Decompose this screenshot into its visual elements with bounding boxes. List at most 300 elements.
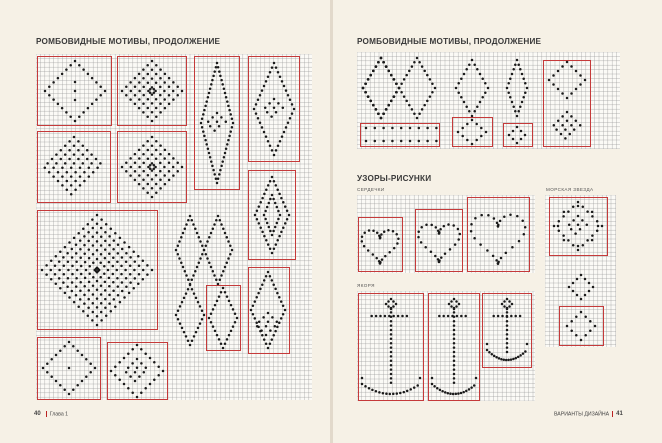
stitch-dot — [457, 228, 460, 231]
stitch-dot — [159, 86, 162, 89]
stitch-dot — [217, 66, 220, 69]
stitch-dot — [185, 335, 188, 338]
stitch-dot — [70, 193, 73, 196]
stitch-dot — [228, 300, 231, 303]
stitch-dot — [100, 236, 103, 239]
stitch-dot — [390, 308, 393, 311]
stitch-dot — [367, 95, 370, 98]
stitch-dot — [263, 85, 266, 88]
stitch-dot — [274, 202, 277, 205]
stitch-dot — [69, 64, 72, 67]
stitch-dot — [572, 206, 575, 209]
stitch-dot — [175, 314, 178, 317]
stitch-dot — [492, 255, 495, 258]
stitch-dot — [172, 166, 175, 169]
stitch-dot — [117, 294, 120, 297]
stitch-dot — [281, 80, 284, 83]
stitch-dot — [566, 111, 569, 114]
stitch-dot — [397, 237, 400, 240]
stitch-dot — [138, 81, 141, 84]
stitch-dot — [465, 390, 468, 393]
stitch-dot — [524, 82, 527, 85]
stitch-dot — [569, 133, 572, 136]
stitch-dot — [575, 120, 578, 123]
stitch-dot — [107, 269, 110, 272]
stitch-dot — [90, 153, 93, 156]
stitch-dot — [209, 87, 212, 90]
stitch-dot — [447, 392, 450, 395]
stitch-dot — [413, 112, 416, 115]
stitch-dot — [201, 309, 204, 312]
stitch-dot — [267, 140, 270, 143]
stitch-dot — [561, 124, 564, 127]
stitch-dot — [227, 257, 230, 260]
star-label: МОРСКАЯ ЗВЕЗДА — [546, 187, 594, 192]
stitch-dot — [64, 153, 67, 156]
stitch-dot — [180, 236, 183, 239]
stitch-dot — [172, 157, 175, 160]
stitch-dot — [390, 355, 393, 358]
stitch-dot — [269, 71, 272, 74]
stitch-dot — [127, 387, 130, 390]
stitch-dot — [62, 256, 65, 259]
stitch-dot — [215, 279, 218, 282]
stitch-dot — [453, 329, 456, 332]
stitch-dot — [46, 362, 49, 365]
stitch-dot — [207, 147, 210, 150]
stitch-dot — [108, 277, 111, 280]
stitch-dot — [273, 180, 276, 183]
stitch-dot — [210, 83, 213, 86]
stitch-dot — [390, 382, 393, 385]
stitch-dot — [387, 300, 390, 303]
stitch-dot — [95, 158, 98, 161]
stitch-dot — [88, 265, 91, 268]
stitch-dot — [134, 162, 137, 165]
stitch-dot — [264, 218, 267, 221]
stitch-dot — [375, 315, 378, 318]
stitch-dot — [584, 278, 587, 281]
stitch-dot — [96, 231, 99, 234]
stitch-dot — [62, 281, 65, 284]
stitch-dot — [130, 166, 133, 169]
stitch-dot — [81, 380, 84, 383]
stitch-dot — [269, 180, 272, 183]
stitch-dot — [217, 215, 220, 218]
stitch-dot — [277, 145, 280, 148]
stitch-dot — [390, 311, 393, 314]
stitch-dot — [48, 94, 51, 97]
stitch-dot — [224, 266, 227, 269]
stitch-dot — [138, 265, 141, 268]
stitch-dot — [146, 64, 149, 67]
stitch-dot — [512, 138, 515, 141]
stitch-dot — [514, 110, 517, 113]
right-folio — [554, 411, 625, 417]
stitch-dot — [218, 338, 221, 341]
stitch-dot — [134, 86, 137, 89]
stitch-dot — [521, 73, 524, 76]
stitch-dot — [144, 387, 147, 390]
stitch-dot — [503, 358, 506, 361]
stitch-dot — [506, 311, 509, 314]
stitch-dot — [192, 223, 195, 226]
stitch-dot — [390, 338, 393, 341]
stitch-dot — [417, 230, 420, 233]
stitch-dot — [524, 350, 527, 353]
stitch-dot — [272, 198, 275, 201]
stitch-dot — [575, 88, 578, 91]
stitch-dot — [434, 255, 437, 258]
stitch-dot — [55, 380, 58, 383]
stitch-dot — [272, 230, 275, 233]
stitch-dot — [552, 74, 555, 77]
stitch-dot — [96, 240, 99, 243]
stitch-dot — [361, 383, 364, 386]
stitch-dot — [269, 329, 272, 332]
stitch-dot — [85, 358, 88, 361]
stitch-dot — [475, 123, 478, 126]
stitch-dot — [277, 102, 280, 105]
stitch-dot — [256, 325, 259, 328]
stitch-dot — [226, 236, 229, 239]
stitch-dot — [83, 252, 86, 255]
stitch-dot — [88, 248, 91, 251]
stitch-dot — [144, 352, 147, 355]
stitch-dot — [50, 358, 53, 361]
stitch-dot — [75, 294, 78, 297]
stitch-dot — [222, 270, 225, 273]
stitch-dot — [193, 335, 196, 338]
stitch-dot — [480, 127, 483, 130]
stitch-dot — [184, 270, 187, 273]
stitch-dot — [465, 68, 468, 71]
stitch-dot — [512, 68, 515, 71]
stitch-dot — [66, 180, 69, 183]
stitch-dot — [104, 289, 107, 292]
stitch-dot — [175, 249, 178, 252]
stitch-dot — [396, 242, 399, 245]
stitch-dot — [142, 170, 145, 173]
stitch-dot — [212, 228, 215, 231]
stitch-dot — [517, 356, 520, 359]
stitch-dot — [418, 112, 421, 115]
stitch-dot — [45, 264, 48, 267]
stitch-dot — [597, 225, 600, 228]
stitch-dot — [431, 91, 434, 94]
stitch-dot — [114, 305, 117, 308]
stitch-dot — [460, 392, 463, 395]
stitch-dot — [155, 157, 158, 160]
stitch-dot — [487, 87, 490, 90]
stitch-dot — [375, 108, 378, 111]
stitch-dot — [413, 386, 416, 389]
stitch-dot — [194, 228, 197, 231]
stitch-dot — [50, 278, 53, 281]
stitch-dot — [570, 329, 573, 332]
stitch-dot — [87, 307, 90, 310]
stitch-dot — [181, 166, 184, 169]
stitch-dot — [85, 269, 88, 272]
stitch-dot — [282, 201, 285, 204]
stitch-dot — [73, 162, 76, 165]
stitch-dot — [458, 303, 461, 306]
stitch-dot — [278, 235, 281, 238]
stitch-dot — [450, 305, 453, 308]
stitch-dot — [451, 315, 454, 318]
stitch-dot — [85, 375, 88, 378]
stitch-dot — [457, 131, 460, 134]
stitch-dot — [390, 360, 393, 363]
stitch-dot — [526, 87, 529, 90]
stitch-dot — [58, 260, 61, 263]
stitch-dot — [283, 85, 286, 88]
stitch-dot — [83, 294, 86, 297]
stitch-dot — [77, 232, 80, 235]
stitch-dot — [423, 104, 426, 107]
stitch-dot — [363, 245, 366, 248]
stitch-dot — [113, 239, 116, 242]
stitch-dot — [59, 250, 62, 253]
stitch-dot — [127, 367, 130, 370]
stitch-dot — [202, 113, 205, 116]
stitch-dot — [514, 315, 517, 318]
stitch-dot — [155, 191, 158, 194]
stitch-dot — [440, 256, 443, 259]
stitch-dot — [168, 170, 171, 173]
stitch-dot — [453, 311, 456, 314]
stitch-dot — [202, 130, 205, 133]
stitch-dot — [570, 228, 573, 231]
stitch-dot — [112, 248, 115, 251]
stitch-dot — [447, 315, 450, 318]
stitch-dot — [570, 124, 573, 127]
stitch-dot — [276, 292, 279, 295]
stitch-dot — [265, 334, 268, 337]
stitch-dot — [591, 211, 594, 214]
stitch-dot — [488, 351, 491, 354]
stitch-dot — [227, 240, 230, 243]
stitch-dot — [417, 236, 420, 239]
stitch-dot — [516, 126, 519, 129]
stitch-dot — [71, 273, 74, 276]
stitch-dot — [65, 68, 68, 71]
stitch-dot — [484, 91, 487, 94]
stitch-dot — [442, 315, 445, 318]
stitch-dot — [228, 109, 231, 112]
stitch-dot — [278, 296, 281, 299]
stitch-dot — [129, 281, 132, 284]
stitch-dot — [68, 367, 71, 370]
stitch-dot — [390, 74, 393, 77]
stitch-dot — [392, 393, 395, 396]
stitch-dot — [96, 223, 99, 226]
stitch-dot — [204, 139, 207, 142]
stitch-dot — [380, 57, 383, 60]
stitch-dot — [289, 117, 292, 120]
stitch-dot — [125, 286, 128, 289]
stitch-dot — [453, 355, 456, 358]
stitch-dot — [506, 342, 509, 345]
stitch-dot — [164, 73, 167, 76]
stitch-dot — [486, 249, 489, 252]
stitch-dot — [159, 170, 162, 173]
stitch-dot — [151, 111, 154, 114]
stitch-dot — [227, 139, 230, 142]
stitch-dot — [179, 322, 182, 325]
stitch-dot — [576, 294, 579, 297]
stitch-dot — [79, 281, 82, 284]
stitch-dot — [418, 127, 421, 130]
stitch-dot — [134, 179, 137, 182]
stitch-dot — [591, 215, 594, 218]
stitch-dot — [95, 268, 98, 271]
stitch-dot — [361, 240, 364, 243]
stitch-dot — [99, 261, 102, 264]
stitch-dot — [584, 294, 587, 297]
stitch-dot — [447, 223, 450, 226]
stitch-dot — [164, 183, 167, 186]
stitch-dot — [125, 170, 128, 173]
stitch-dot — [375, 257, 378, 260]
stitch-dot — [580, 274, 583, 277]
stitch-dot — [63, 273, 66, 276]
stitch-dot — [520, 130, 523, 133]
stitch-dot — [211, 116, 214, 119]
stitch-dot — [553, 124, 556, 127]
folio-divider — [46, 411, 47, 417]
stitch-dot — [516, 59, 519, 62]
stitch-dot — [453, 364, 456, 367]
stitch-dot — [455, 393, 458, 396]
stitch-dot — [255, 112, 258, 115]
stitch-dot — [500, 257, 503, 260]
stitch-dot — [142, 94, 145, 97]
stitch-dot — [64, 145, 67, 148]
stitch-dot — [151, 162, 154, 165]
stitch-dot — [232, 325, 235, 328]
stitch-dot — [172, 90, 175, 93]
stitch-dot — [224, 152, 227, 155]
stitch-dot — [112, 265, 115, 268]
stitch-dot — [526, 343, 529, 346]
stitch-dot — [128, 292, 131, 295]
stitch-dot — [112, 281, 115, 284]
stitch-dot — [162, 370, 165, 373]
stitch-dot — [522, 352, 525, 355]
stitch-dot — [151, 178, 154, 181]
stitch-dot — [131, 362, 134, 365]
stitch-dot — [88, 281, 91, 284]
stitch-dot — [103, 265, 106, 268]
stitch-dot — [100, 293, 103, 296]
stitch-dot — [96, 249, 99, 252]
stitch-dot — [277, 210, 280, 213]
stitch-dot — [87, 315, 90, 318]
stitch-dot — [213, 274, 216, 277]
stitch-dot — [387, 104, 390, 107]
stitch-dot — [273, 98, 276, 101]
stitch-dot — [405, 74, 408, 77]
stitch-dot — [511, 73, 514, 76]
stitch-dot — [88, 257, 91, 260]
stitch-dot — [495, 259, 498, 262]
stitch-dot — [159, 68, 162, 71]
stitch-dot — [568, 286, 571, 289]
stitch-dot — [231, 117, 234, 120]
stitch-dot — [163, 166, 166, 169]
stitch-dot — [194, 270, 197, 273]
stitch-dot — [117, 285, 120, 288]
stitch-dot — [95, 81, 98, 84]
stitch-dot — [121, 166, 124, 169]
stitch-dot — [142, 68, 145, 71]
stitch-dot — [263, 193, 266, 196]
stitch-dot — [183, 297, 186, 300]
stitch-dot — [453, 342, 456, 345]
stitch-dot — [220, 291, 223, 294]
stitch-dot — [576, 278, 579, 281]
stitch-dot — [123, 241, 126, 244]
right-page-number: 41 — [616, 411, 623, 418]
stitch-dot — [82, 228, 85, 231]
left-folio — [34, 411, 68, 417]
stitch-dot — [261, 89, 264, 92]
stitch-dot — [105, 223, 108, 226]
stitch-dot — [63, 345, 66, 348]
stitch-dot — [516, 115, 519, 118]
stitch-dot — [226, 338, 229, 341]
stitch-dot — [92, 293, 95, 296]
stitch-dot — [187, 339, 190, 342]
stitch-dot — [74, 99, 77, 102]
stitch-dot — [151, 69, 154, 72]
stitch-dot — [113, 298, 116, 301]
stitch-dot — [403, 95, 406, 98]
stitch-dot — [480, 214, 483, 217]
stitch-dot — [444, 252, 447, 255]
stitch-dot — [217, 283, 220, 286]
stitch-dot — [64, 246, 67, 249]
stitch-dot — [573, 128, 576, 131]
stitch-dot — [363, 231, 366, 234]
stitch-dot — [155, 73, 158, 76]
stitch-dot — [501, 315, 504, 318]
stitch-dot — [75, 277, 78, 280]
stitch-dot — [82, 68, 85, 71]
stitch-dot — [215, 66, 218, 69]
stitch-dot — [204, 105, 207, 108]
stitch-dot — [134, 380, 137, 383]
stitch-dot — [426, 100, 429, 103]
stitch-dot — [164, 149, 167, 152]
stitch-dot — [570, 65, 573, 68]
stitch-dot — [100, 285, 103, 288]
stitch-dot — [74, 60, 77, 63]
stitch-dot — [258, 205, 261, 208]
stitch-dot — [153, 361, 156, 364]
stitch-dot — [275, 243, 278, 246]
stitch-dot — [151, 102, 154, 105]
stitch-dot — [579, 83, 582, 86]
stitch-dot — [506, 338, 509, 341]
stitch-dot — [519, 354, 522, 357]
stitch-dot — [149, 383, 152, 386]
stitch-dot — [279, 140, 282, 143]
stitch-dot — [519, 315, 522, 318]
stitch-dot — [142, 178, 145, 181]
stitch-dot — [84, 261, 87, 264]
